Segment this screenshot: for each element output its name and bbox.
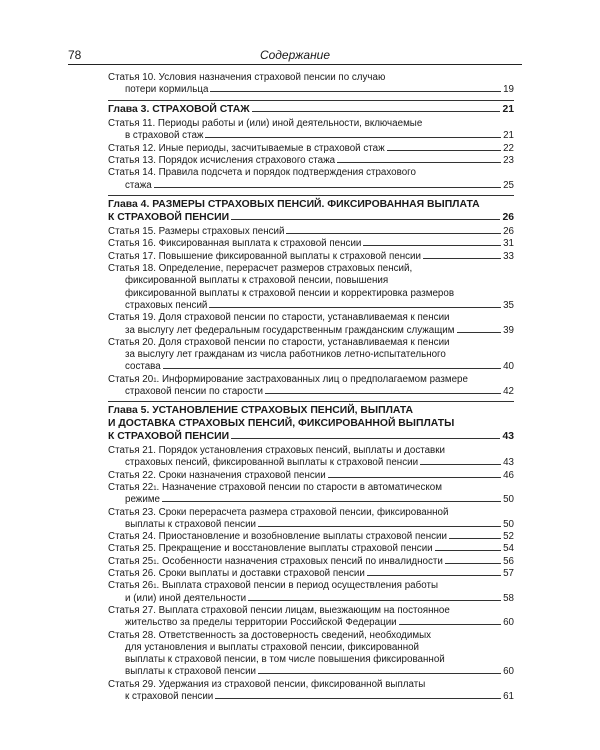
toc-page-number: 50 bbox=[503, 494, 514, 506]
toc-line-text: . Особенности назначения страховых пенсий по инвалидности bbox=[156, 555, 443, 567]
dot-leader bbox=[328, 477, 501, 478]
toc-article bbox=[108, 507, 514, 532]
toc-article bbox=[108, 263, 514, 312]
toc-line-text: Статья 18. Определение, перерасчет размеров страховых пенсий, bbox=[108, 263, 413, 275]
toc-page-number: 54 bbox=[503, 543, 514, 555]
toc-line-text: потери кормильца bbox=[125, 84, 209, 96]
toc-line-text: Статья 25. Прекращение и восстановление выплаты страховой пенсии bbox=[108, 543, 433, 555]
toc-page-number: 46 bbox=[503, 469, 514, 481]
toc-line-text: к страховой пенсии bbox=[125, 691, 214, 703]
toc-line-text: Статья 13. Порядок исчисления страхового стажа bbox=[108, 155, 336, 167]
toc-line-text: Статья 10. Условия назначения страховой пенсии по случаю bbox=[108, 72, 386, 83]
toc-line-text: фиксированной выплаты к страховой пенсии, повышения bbox=[125, 275, 389, 287]
dot-leader bbox=[215, 698, 501, 699]
toc-page-number: 50 bbox=[503, 518, 514, 530]
dot-leader bbox=[205, 137, 501, 138]
toc-article bbox=[108, 251, 514, 263]
toc-article bbox=[108, 118, 514, 143]
toc-article bbox=[108, 605, 514, 630]
toc-article bbox=[108, 312, 514, 337]
dot-leader bbox=[248, 600, 501, 601]
toc-chapter bbox=[108, 405, 514, 443]
dot-leader bbox=[367, 575, 501, 576]
toc-line-text: страховых пенсий bbox=[125, 299, 208, 311]
dot-leader bbox=[449, 538, 501, 539]
dot-leader bbox=[258, 673, 501, 674]
section-divider bbox=[108, 195, 514, 196]
toc-line-text: К СТРАХОВОЙ ПЕНСИИ bbox=[108, 430, 230, 442]
dot-leader bbox=[231, 219, 500, 220]
dot-leader bbox=[387, 150, 501, 151]
dot-leader bbox=[420, 464, 501, 465]
toc-line-text: Статья 24. Приостановление и возобновление выплаты страховой пенсии bbox=[108, 531, 447, 543]
toc-line-text: стажа bbox=[125, 179, 152, 191]
toc-page-number: 43 bbox=[502, 430, 514, 442]
toc-article bbox=[108, 337, 514, 374]
toc-line-text: . Информирование застрахованных лиц о предполагаемом размере bbox=[156, 373, 468, 385]
toc-article bbox=[108, 155, 514, 167]
dot-leader bbox=[162, 501, 501, 502]
toc-article bbox=[108, 445, 514, 470]
toc-page-number: 33 bbox=[503, 250, 514, 262]
toc-line-text: . Выплата страховой пенсии в период осуществления работы bbox=[156, 580, 438, 592]
section-divider bbox=[108, 401, 514, 402]
toc-article: Статья 22 1 . Назначение страховой пенсии по старости в автоматическом режиме 50 bbox=[108, 481, 514, 506]
toc-line-text: Статья 17. Повышение фиксированной выплаты к страховой пенсии bbox=[108, 250, 421, 262]
toc-article bbox=[108, 630, 514, 679]
toc-page-number: 58 bbox=[503, 592, 514, 604]
toc-line-text: Глава 3. СТРАХОВОЙ СТАЖ bbox=[108, 103, 250, 115]
toc-article bbox=[108, 470, 514, 482]
toc-line-text: Статья 22. Сроки назначения страховой пенсии bbox=[108, 469, 326, 481]
toc-line-text: . Назначение страховой пенсии по старости в автоматическом bbox=[156, 481, 442, 493]
dot-leader bbox=[363, 245, 501, 246]
toc-line-text: Статья 22 bbox=[108, 481, 154, 493]
toc-line-text: страховых пенсий, фиксированной выплаты к страховой пенсии bbox=[125, 457, 419, 469]
toc-chapter bbox=[108, 199, 514, 224]
toc-line-text: состава bbox=[125, 361, 161, 373]
toc-line-text: выплаты к страховой пенсии, в том числе повышения фиксированной bbox=[125, 654, 445, 666]
dot-leader bbox=[286, 233, 501, 234]
toc-line-text: и (или) иной деятельности bbox=[125, 592, 247, 604]
toc-article bbox=[108, 143, 514, 155]
dot-leader bbox=[209, 307, 501, 308]
dot-leader bbox=[457, 332, 502, 333]
running-title: Содержание bbox=[259, 48, 331, 62]
toc-page-number: 22 bbox=[503, 142, 514, 154]
toc-page-number: 60 bbox=[503, 617, 514, 629]
dot-leader bbox=[163, 368, 501, 369]
toc-page-number: 60 bbox=[503, 666, 514, 678]
dot-leader bbox=[258, 526, 501, 527]
dot-leader bbox=[399, 624, 501, 625]
dot-leader bbox=[337, 162, 501, 163]
dot-leader bbox=[252, 111, 501, 112]
toc-page-number: 25 bbox=[503, 179, 514, 191]
toc-line-text: Глава 5. УСТАНОВЛЕНИЕ СТРАХОВЫХ ПЕНСИЙ, ВЫПЛАТА bbox=[108, 405, 414, 417]
toc-chapter bbox=[108, 104, 514, 117]
dot-leader bbox=[445, 563, 501, 564]
toc-line-text: И ДОСТАВКА СТРАХОВЫХ ПЕНСИЙ, ФИКСИРОВАННОЙ ВЫПЛАТЫ bbox=[108, 417, 455, 429]
page-number: 78 bbox=[68, 48, 82, 62]
dot-leader bbox=[231, 438, 500, 439]
page-header bbox=[68, 46, 522, 65]
section-divider bbox=[108, 100, 514, 101]
toc-line-text: Статья 11. Периоды работы и (или) иной деятельности, включаемые bbox=[108, 118, 423, 130]
toc-line-text: выплаты к страховой пенсии bbox=[125, 666, 257, 678]
toc-line-text: К СТРАХОВОЙ ПЕНСИИ bbox=[108, 211, 230, 223]
toc-line-text: Статья 27. Выплата страховой пенсии лицам, выезжающим на постоянное bbox=[108, 604, 450, 616]
toc-article: Статья 20 1 . Информирование застрахованных лиц о предполагаемом размере страховой пенсии по старости 42 bbox=[108, 373, 514, 398]
toc-line-text: Статья 14. Правила подсчета и порядок подтверждения страхового bbox=[108, 167, 416, 179]
toc-line-text: Статья 28. Ответственность за достоверность сведений, необходимых bbox=[108, 629, 432, 641]
toc-page-number: 26 bbox=[502, 211, 514, 223]
toc-article bbox=[108, 531, 514, 543]
dot-leader bbox=[423, 258, 501, 259]
toc-line-text: Статья 20. Доля страховой пенсии по старости, устанавливаемая к пенсии bbox=[108, 336, 450, 348]
toc-page-number: 43 bbox=[503, 457, 514, 469]
toc-page-number: 26 bbox=[503, 226, 514, 238]
toc-page-number: 57 bbox=[503, 568, 514, 580]
toc-article bbox=[108, 543, 514, 555]
dot-leader bbox=[210, 91, 501, 92]
toc-page-number: 35 bbox=[503, 299, 514, 311]
toc-page-number: 52 bbox=[503, 531, 514, 543]
toc-page-number: 21 bbox=[503, 130, 514, 142]
toc-article bbox=[108, 72, 514, 97]
toc-line-text: жительство за пределы территории Российской Федерации bbox=[125, 617, 397, 629]
dot-leader bbox=[154, 187, 501, 188]
toc-line-text: Статья 15. Размеры страховых пенсий bbox=[108, 226, 285, 238]
toc-line-text: Статья 25 bbox=[108, 555, 154, 567]
toc-line-text: Статья 23. Сроки перерасчета размера страховой пенсии, фиксированной bbox=[108, 506, 449, 518]
toc-page-number: 61 bbox=[503, 691, 514, 703]
toc-line-text: Статья 26 bbox=[108, 580, 154, 592]
toc-line-text: за выслугу лет гражданам из числа работников летно-испытательного bbox=[125, 349, 446, 361]
dot-leader bbox=[265, 393, 501, 394]
toc-article: Статья 25 1 . Особенности назначения страховых пенсий по инвалидности 56 bbox=[108, 555, 514, 567]
toc-line-text: Статья 26. Сроки выплаты и доставки страховой пенсии bbox=[108, 568, 365, 580]
table-of-contents bbox=[108, 72, 514, 703]
toc-line-text: Статья 29. Удержания из страховой пенсии, фиксированной выплаты bbox=[108, 678, 426, 690]
dot-leader bbox=[435, 550, 501, 551]
toc-page-number: 40 bbox=[503, 361, 514, 373]
toc-line-text: фиксированной выплаты к страховой пенсии и корректировка размеров bbox=[125, 287, 455, 299]
toc-page-number: 42 bbox=[503, 386, 514, 398]
toc-line-text: Статья 12. Иные периоды, засчитываемые в страховой стаж bbox=[108, 142, 385, 154]
toc-line-text: для установления и выплаты страховой пенсии, фиксированной bbox=[125, 641, 420, 653]
toc-article bbox=[108, 568, 514, 580]
toc-article bbox=[108, 226, 514, 238]
toc-line-text: за выслугу лет федеральным государственным гражданским служащим bbox=[125, 324, 455, 336]
toc-page-number: 19 bbox=[503, 84, 514, 96]
toc-line-text: Статья 20 bbox=[108, 373, 154, 385]
toc-line-text: Глава 4. РАЗМЕРЫ СТРАХОВЫХ ПЕНСИЙ. ФИКСИРОВАННАЯ ВЫПЛАТА bbox=[108, 198, 480, 210]
toc-line-text: Статья 16. Фиксированная выплата к страховой пенсии bbox=[108, 238, 362, 250]
toc-line-text: в страховой стаж bbox=[125, 130, 204, 142]
toc-line-text: выплаты к страховой пенсии bbox=[125, 518, 257, 530]
toc-line-text: Статья 19. Доля страховой пенсии по старости, устанавливаемая к пенсии bbox=[108, 312, 450, 324]
toc-article bbox=[108, 238, 514, 250]
toc-line-text: режиме bbox=[125, 494, 160, 506]
toc-page-number: 56 bbox=[503, 555, 514, 567]
toc-page-number: 23 bbox=[503, 155, 514, 167]
toc-page-number: 39 bbox=[503, 324, 514, 336]
toc-line-text: Статья 21. Порядок установления страховых пенсий, выплаты и доставки bbox=[108, 445, 446, 457]
toc-line-text: страховой пенсии по старости bbox=[125, 386, 263, 398]
toc-page-number: 31 bbox=[503, 238, 514, 250]
toc-article bbox=[108, 679, 514, 704]
toc-page-number: 21 bbox=[502, 103, 514, 115]
toc-article: Статья 26 1 . Выплата страховой пенсии в период осуществления работы и (или) иной деятельности 58 bbox=[108, 580, 514, 604]
toc-article bbox=[108, 167, 514, 192]
